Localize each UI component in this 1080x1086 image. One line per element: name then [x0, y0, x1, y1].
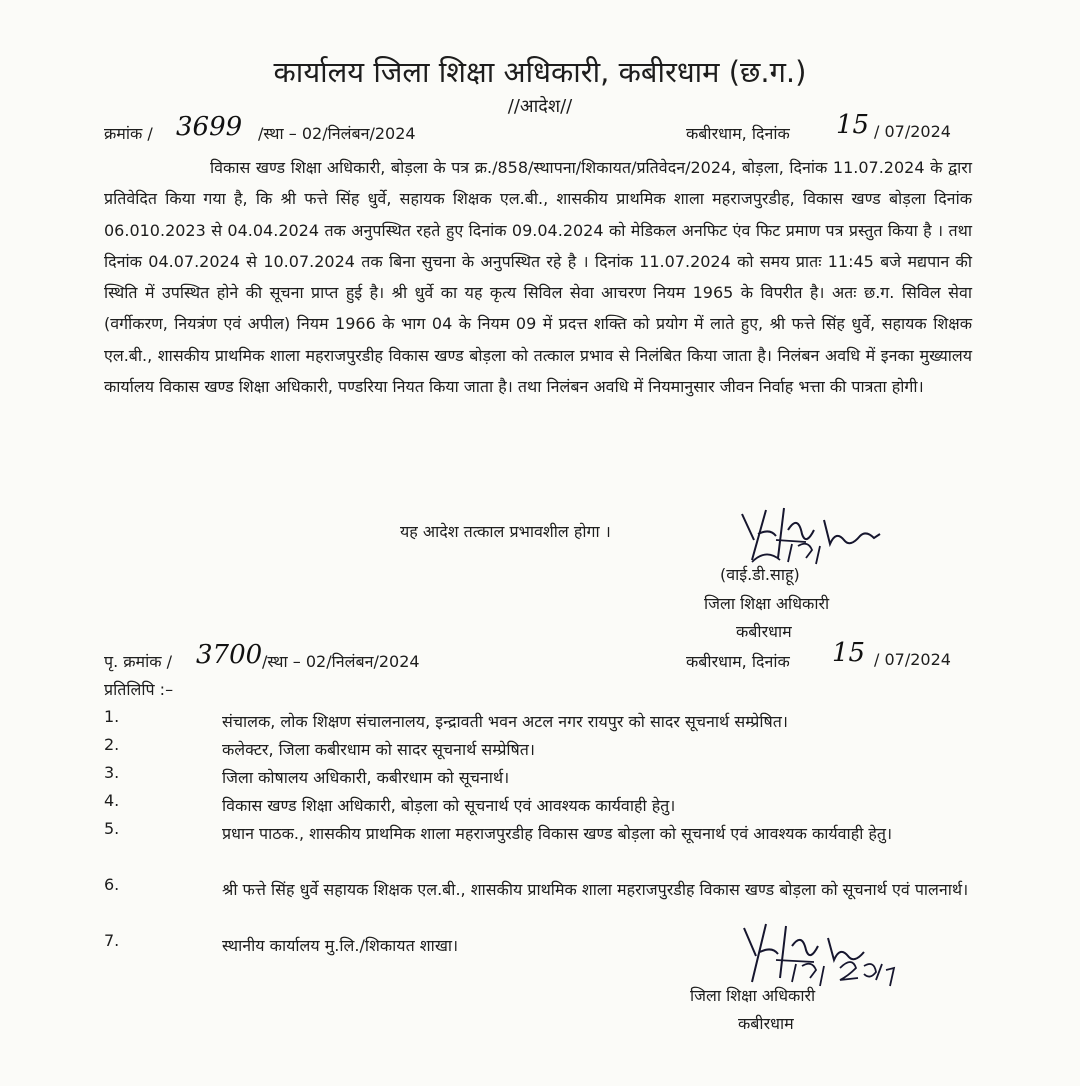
- copy-item-text: प्रधान पाठक., शासकीय प्राथमिक शाला महराजपुरडीह विकास खण्ड बोड़ला को सूचनार्थ एवं आवश्यक कार्यवाही हेतु।: [222, 824, 893, 843]
- copy-item-number: 4.: [104, 791, 120, 810]
- kramank-label: क्रमांक /: [104, 124, 153, 143]
- office-title: कार्यालय जिला शिक्षा अधिकारी, कबीरधाम (छ.ग.): [273, 55, 807, 89]
- pratilipi-label: प्रतिलिपि :–: [104, 680, 174, 699]
- order-body-text: विकास खण्ड शिक्षा अधिकारी, बोड़ला के पत्र क्र./858/स्थापना/शिकायत/प्रतिवेदन/2024, बोड़ला, दिनांक 11.07.2024 के द्वारा प्रतिवेदित किया गया है, कि श्री फत्ते सिंह धुर्वे, सहायक शिक्षक एल.बी., शासकीय प्राथमिक शाला महराजपुरडीह, विकास खण्ड बोड़ला दिनांक 06.010.2023 से 04.04.2024 तक अनुपस्थित रहते हुए दिनांक 09.04.2024 को मेडिकल अनफिट एंव फिट प्रमाण पत्र प्रस्तुत किया है । तथा दिनांक 04.07.2024 से 10.07.2024 तक बिना सुचना के अनुपस्थित रहे है । दिनांक 11.07.2024 को समय प्रातः 11:45 बजे मद्यपान की स्थिति में उपस्थित होने की सूचना प्राप्त हुई है। श्री धुर्वे का यह कृत्य सिविल सेवा आचरण नियम 1965 के विपरीत है। अतः छ.ग. सिविल सेवा (वर्गीकरण, नियत्रंण एवं अपील) नियम 1966 के भाग 04 के नियम 09 में प्रदत्त शक्ति को प्रयोग में लाते हुए, श्री फत्ते सिंह धुर्वे, सहायक शिक्षक एल.बी., शासकीय प्राथमिक शाला महराजपुरडीह विकास खण्ड बोड़ला को तत्काल प्रभाव से निलंबित किया जाता है। निलंबन अवधि में इनका मुख्यालय कार्यालय विकास खण्ड शिक्षा अधिकारी, पण्डरिया नियत किया जाता है। तथा निलंबन अवधि में नियमानुसार जीवन निर्वाह भत्ता की पात्रता होगी।: [104, 158, 972, 397]
- copy-item-text: विकास खण्ड शिक्षा अधिकारी, बोड़ला को सूचनार्थ एवं आवश्यक कार्यवाही हेतु।: [222, 796, 676, 815]
- file-ref: /स्था – 02/निलंबन/2024: [258, 124, 416, 143]
- signatory-2-designation: जिला शिक्षा अधिकारी: [690, 986, 816, 1005]
- signatory-1-place: कबीरधाम: [736, 622, 792, 641]
- copy-kramank-number: 3700: [196, 640, 263, 670]
- copy-kramank-label: पृ. क्रमांक /: [104, 652, 173, 671]
- copy-item-number: 3.: [104, 763, 120, 782]
- copy-day: 15: [832, 638, 866, 668]
- copy-item-number: 5.: [104, 819, 120, 838]
- copy-place-date-label: कबीरधाम, दिनांक: [686, 652, 790, 671]
- order-month-year: / 07/2024: [874, 122, 951, 141]
- order-heading: //आदेश//: [507, 96, 573, 117]
- copy-item-text: श्री फत्ते सिंह धुर्वे सहायक शिक्षक एल.बी., शासकीय प्राथमिक शाला महराजपुरडीह विकास खण्ड बोड़ला को सूचनार्थ एवं पालनार्थ।: [222, 880, 969, 899]
- copy-item-number: 2.: [104, 735, 120, 754]
- place-date-label: कबीरधाम, दिनांक: [686, 124, 790, 143]
- kramank-number: 3699: [176, 112, 243, 142]
- copy-item-text: कलेक्टर, जिला कबीरधाम को सादर सूचनार्थ सम्प्रेषित।: [222, 740, 535, 759]
- copy-month-year: / 07/2024: [874, 650, 951, 669]
- copy-item-text: जिला कोषालय अधिकारी, कबीरधाम को सूचनार्थ।: [222, 768, 510, 787]
- signatory-2-place: कबीरधाम: [738, 1014, 794, 1033]
- copy-item-number: 1.: [104, 707, 120, 726]
- copy-item-text: स्थानीय कार्यालय मु.लि./शिकायत शाखा।: [222, 936, 459, 955]
- signatory-1-name: (वाई.डी.साहू): [720, 565, 800, 584]
- copy-item-number: 7.: [104, 931, 120, 950]
- order-day: 15: [836, 110, 870, 140]
- copy-item-number: 6.: [104, 875, 120, 894]
- signatory-1-designation: जिला शिक्षा अधिकारी: [704, 594, 830, 613]
- copy-file-ref: /स्था – 02/निलंबन/2024: [262, 652, 420, 671]
- order-body: [104, 152, 972, 402]
- copy-item-text: संचालक, लोक शिक्षण संचालनालय, इन्द्रावती भवन अटल नगर रायपुर को सादर सूचनार्थ सम्प्रेषित।: [222, 712, 788, 731]
- effective-line: यह आदेश तत्काल प्रभावशील होगा ।: [400, 522, 611, 541]
